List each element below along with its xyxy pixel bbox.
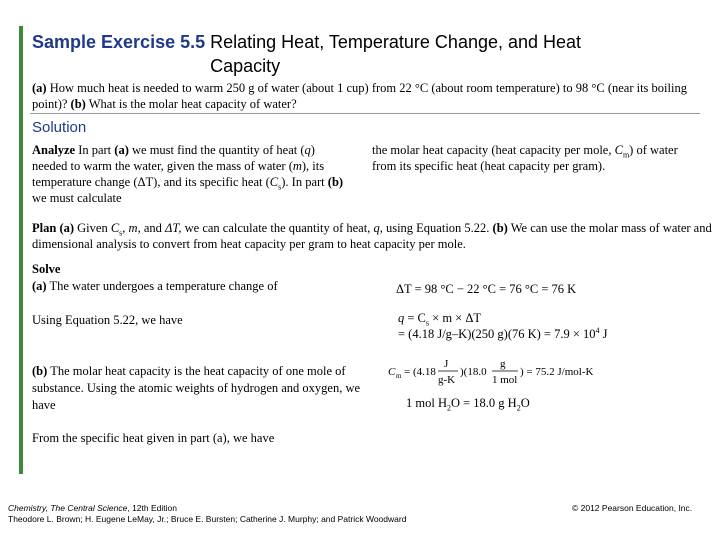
svg-text:) = 75.2 J/mol-K: ) = 75.2 J/mol-K (520, 366, 594, 378)
divider (30, 113, 700, 114)
page-title (32, 30, 692, 78)
svg-text:C: C (388, 366, 396, 378)
heat-equation-line2: = (4.18 J/g–K)(250 g)(76 $K) = 7.9 \times 10^4$ J (398, 325, 608, 341)
question-text: (a) How much heat is needed to warm 250 g of water (about 1 cup) from 22 °C (about room temperature) to 98 °C (near its boiling point)? (b) What is the molar heat capacity of water? (32, 81, 687, 111)
heat-equation-line1: $q = C_s \times m \times \Delta T$ (398, 311, 482, 328)
molar-mass-conversion: 1 mol $H_2O = 18.0$ g $H_2O$ (406, 396, 530, 413)
footer-copyright: © 2012 Pearson Education, Inc. (572, 503, 693, 513)
svg-text:1 mol: 1 mol (492, 374, 518, 386)
footer-citation: Chemistry, The Central Science, 12th Edition Theodore L. Brown; H. Eugene LeMay, Jr.; Bruce E. Bursten; Catherine J. Murphy; and Patrick Woodward (8, 503, 407, 524)
analyze-paragraph-continued: the molar heat capacity (heat capacity per mole, $C_m$) of water from its specific heat (heat capacity per gram). (372, 143, 678, 173)
exercise-title: Relating Heat, Temperature Change, and Heat Capacity (210, 32, 582, 76)
svg-text:= (4.18: = (4.18 (404, 366, 436, 378)
plan-paragraph: Plan (a) Given $C_s$, m, and ΔT, we can calculate the quantity of heat, q, using Equation 5.22. (b) We can use the molar mass of water and dimensional analysis to convert from heat capacity per gram to heat capacity per mole. (32, 221, 712, 251)
accent-bar (19, 26, 23, 474)
molar-heat-capacity-formula (386, 354, 612, 388)
svg-text:)(18.0: )(18.0 (460, 366, 487, 378)
solve-part-a: (a) The water undergoes a temperature change of (32, 279, 278, 293)
solve-part-b: (b) The molar heat capacity is the heat capacity of one mole of substance. Using the atomic weights of hydrogen and oxygen, we have (32, 364, 361, 412)
using-equation-text: Using Equation 5.22, we have (32, 313, 183, 327)
temperature-change-equation: ΔT = 98 °C − 22 °C = 76 °C = 76 K (396, 282, 577, 296)
solution-heading: Solution (32, 119, 87, 136)
svg-text:J: J (444, 358, 449, 370)
svg-text:g-K: g-K (438, 374, 456, 386)
svg-text:g: g (500, 358, 506, 370)
solve-heading: Solve (32, 262, 61, 276)
exercise-number: Sample Exercise 5.5 (32, 32, 206, 52)
analyze-paragraph: Analyze In part (a) we must find the quantity of heat (q) needed to warm the water, given the mass of water (m), its temperature change (ΔT), and its specific heat $(C_s)$. In part (b) we must calculate (32, 143, 344, 205)
specific-heat-note: From the specific heat given in part (a), we have (32, 431, 275, 445)
svg-text:m: m (396, 372, 402, 380)
